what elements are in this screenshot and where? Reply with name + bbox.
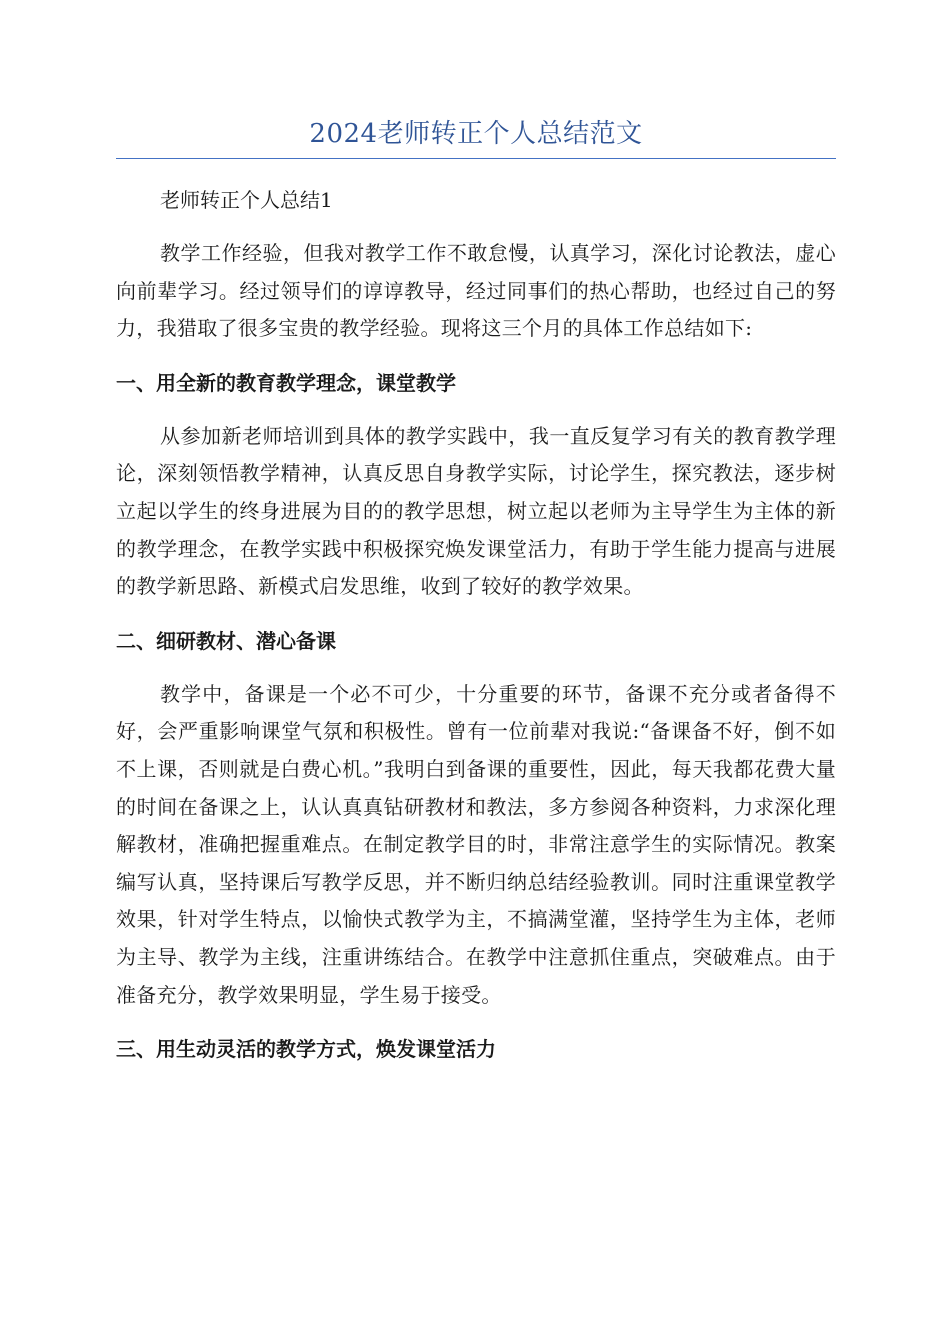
section-2-paragraph: 教学中，备课是一个必不可少，十分重要的环节，备课不充分或者备得不好，会严重影响课堂气氛和积极性。曾有一位前辈对我说:“备课备不好，倒不如不上课，否则就是白费心机。”我明白到备课的重要性，因此，每天我都花费大量的时间在备课之上，认认真真钻研教材和教法，多方参阅各种资料，力求深化理解教材，准确把握重难点。在制定教学目的时，非常注意学生的实际情况。教案编写认真，坚持课后写教学反思，并不断归纳总结经验教训。同时注重课堂教学效果，针对学生特点，以愉快式教学为主，不搞满堂灌，坚持学生为主体，老师为主导、教学为主线，注重讲练结合。在教学中注意抓住重点，突破难点。由于准备充分，教学效果明显，学生易于接受。 (116, 681, 836, 1007)
intro-paragraph: 教学工作经验，但我对教学工作不敢怠慢，认真学习，深化讨论教法，虚心向前辈学习。经过领导们的谆谆教导，经过同事们的热心帮助，也经过自己的努力，我猎取了很多宝贵的教学经验。现将这三个月的具体工作总结如下: (116, 241, 836, 341)
section-1-heading: 一、用全新的教育教学理念，课堂教学 (116, 370, 456, 395)
title-underline (116, 158, 836, 159)
document-title: 2024老师转正个人总结范文 (309, 119, 643, 149)
section-2-heading: 二、细研教材、潜心备课 (116, 628, 336, 653)
section-1-paragraph: 从参加新老师培训到具体的教学实践中，我一直反复学习有关的教育教学理论，深刻领悟教学精神，认真反思自身教学实际，讨论学生，探究教法，逐步树立起以学生的终身进展为目的的教学思想，树立起以老师为主导学生为主体的新的教学理念，在教学实践中积极探究焕发课堂活力，有助于学生能力提高与进展的教学新思路、新模式启发思维，收到了较好的教学效果。 (116, 423, 836, 599)
document-subtitle: 老师转正个人总结1 (160, 188, 333, 212)
document-page (116, 112, 836, 1084)
section-3-heading: 三、用生动灵活的教学方式，焕发课堂活力 (116, 1037, 496, 1062)
